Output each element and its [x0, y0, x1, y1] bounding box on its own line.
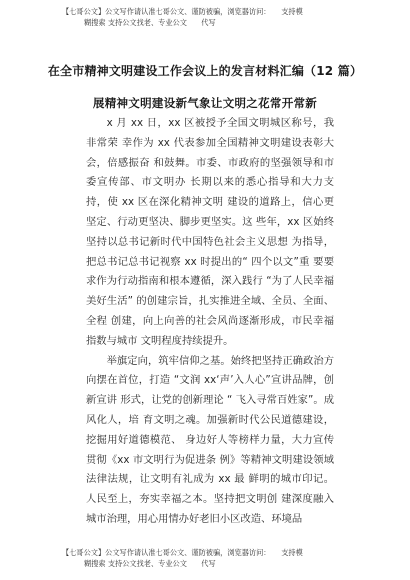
document-subtitle: 展精神文明建设新气象让文明之花常开常新: [92, 96, 318, 110]
header-banner-line-1: 【七哥公文】公文写作请认准七哥公文、谨防被骗，浏览器访问： 支持模: [62, 7, 303, 16]
footer-banner-line-2: 糊搜索 支持公文找老、专业公文 代写: [84, 559, 216, 568]
footer-banner: [62, 547, 352, 569]
document-body: [86, 114, 334, 530]
header-banner: [62, 6, 352, 28]
body-paragraph: 举旗定向，筑牢信仰之基。始终把坚持正确政治方向摆在首位，打造 “文润 xx‘声’入人心”宣讲品牌，创新宣讲 形式，让党的创新理论 “ 飞入寻常百姓家”。成风化人，培 育文明之魂。加强新时代公民道德建设，挖掘用好道德模范、 身边好人等榜样力量，大力宣传贯彻《xx 市文明行为促进条 例》等精神文明建设领域法律法规，让文明有礼成为 xx 最 鲜明的城市印记。人民至上，夯实幸福之本。坚持把文明创 建深度融入城市治理，用心用情办好老旧小区改造、环境品: [86, 354, 334, 525]
header-banner-line-2: 糊搜索 支持公文找老、专业公文 代写: [84, 18, 216, 27]
document-title: 在全市精神文明建设工作会议上的发言材料汇编（12 篇）: [47, 64, 363, 78]
body-paragraph: x 月 xx 日，xx 区被授予全国文明城区称号，我非常荣 幸作为 xx 代表参加全国精神文明建设表彰大会，倍感振奋 和鼓舞。市委、市政府的坚强领导和市委宣传部、市文明办 长期以来的悉心指导和大力支持，使 xx 区在深化精神文明 建设的道路上，信心更坚定、行动更坚决、脚步更坚实。这 些年，xx 区始终坚持以总书记新时代中国特色社会主义思想 为指导，把总书记总书记视察 xx 时提出的“ 四个以文”重 要要求作为行动指南和根本遵循，深入践行 “为了人民幸福 美好生活” 的创建宗旨，扎实推进全域、全员、全面、全程 创建，向上向善的社会风尚逐渐形成，市民幸福指数与城市 文明程度持续提升。: [86, 117, 334, 347]
footer-banner-line-1: 【七哥公文】公文写作请认准七哥公文、谨防被骗，浏览器访问： 支持模: [62, 548, 303, 557]
